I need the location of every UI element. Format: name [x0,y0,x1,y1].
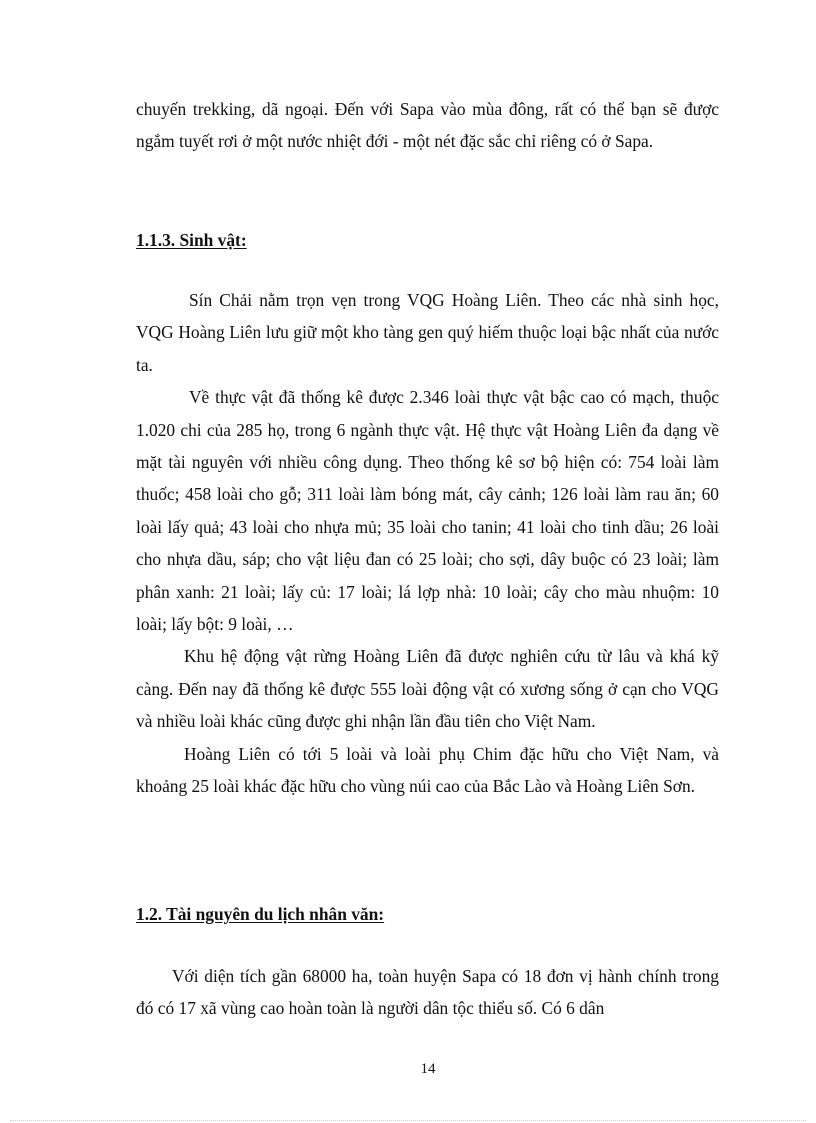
section-heading-sinh-vat: 1.1.3. Sinh vật: [136,230,247,250]
footer-divider [10,1120,806,1121]
paragraph-dong-vat: Khu hệ động vật rừng Hoàng Liên đã được nghiên cứu từ lâu và khá kỹ càng. Đến nay đã thống kê được 555 loài động vật có xương sống ở cạn cho VQG và nhiều loài khác cũng được ghi nhận lần đầu tiên cho Việt Nam. [136,646,719,732]
section-nhan-van-body [136,960,719,1025]
paragraph-thuc-vat: Về thực vật đã thống kê được 2.346 loài thực vật bậc cao có mạch, thuộc 1.020 chi của 285 họ, trong 6 ngành thực vật. Hệ thực vật Hoàng Liên đa dạng về mặt tài nguyên với nhiều công dụng. Theo thống kê sơ bộ hiện có: 754 loài làm thuốc; 458 loài cho gỗ; 311 loài làm bóng mát, cây cảnh; 126 loài làm rau ăn; 60 loài lấy quả; 43 loài cho nhựa mủ; 35 loài cho tanin; 41 loài cho tinh dầu; 26 loài cho nhựa dầu, sáp; cho vật liệu đan có 25 loài; cho sợi, dây buộc có 23 loài; làm phân xanh: 21 loài; lấy củ: 17 loài; lá lợp nhà: 10 loài; cây cho màu nhuộm: 10 loài; lấy bột: 9 loài, … [136,387,719,635]
section-heading-tai-nguyen-nhan-van: 1.2. Tài nguyên du lịch nhân văn: [136,904,385,924]
page-number: 14 [420,1061,436,1077]
paragraph-chim-dac-huu: Hoàng Liên có tới 5 loài và loài phụ Chim đặc hữu cho Việt Nam, và khoảng 25 loài khác đặc hữu cho vùng núi cao của Bắc Lào và Hoàng Liên Sơn. [136,743,719,797]
section-sinh-vat-body [136,284,719,803]
paragraph-sin-chai: Sín Chải nằm trọn vẹn trong VQG Hoàng Liên. Theo các nhà sinh học, VQG Hoàng Liên lưu giữ một kho tàng gen quý hiếm thuộc loại bậc nhất của nước ta. [136,290,719,375]
intro-paragraph: chuyến trekking, dã ngoại. Đến với Sapa vào mùa đông, rất có thể bạn sẽ được ngắm tuyết rơi ở một nước nhiệt đới - một nét đặc sắc chỉ riêng có ở Sapa. [136,99,719,152]
intro-block [136,93,719,158]
paragraph-dien-tich: Với diện tích gần 68000 ha, toàn huyện Sapa có 18 đơn vị hành chính trong đó có 17 xã vùng cao hoàn toàn là người dân tộc thiểu số. Có 6 dân [136,966,719,1019]
